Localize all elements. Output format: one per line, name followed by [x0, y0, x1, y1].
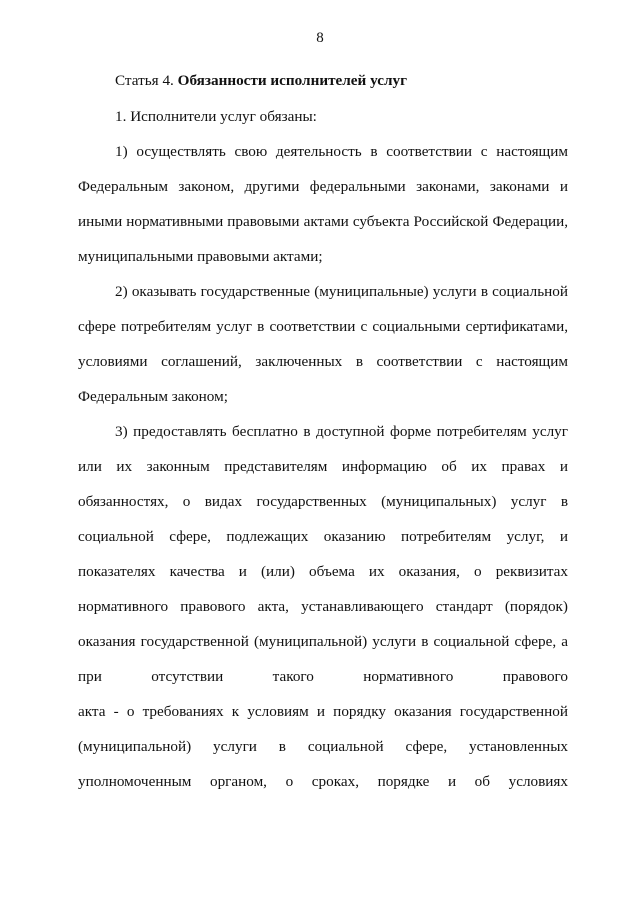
paragraph-line: 1) осуществлять свою деятельность в соответствии с настоящим	[115, 143, 568, 160]
page-number: 8	[316, 30, 324, 46]
paragraph-line: или их законным представителям информацию об их правах и	[78, 458, 568, 475]
paragraph-line: Федеральным законом;	[78, 388, 228, 405]
article-heading	[115, 72, 568, 90]
paragraph-line: иными нормативными правовыми актами субъекта Российской Федерации,	[78, 213, 568, 230]
article-prefix: Статья 4.	[115, 72, 178, 89]
paragraph-line: уполномоченным органом, о сроках, порядке и об условиях	[78, 773, 568, 790]
paragraph-line: обязанностях, о видах государственных (муниципальных) услуг в	[78, 493, 568, 510]
paragraph-line: показателях качества и (или) объема их оказания, о реквизитах	[78, 563, 568, 580]
paragraph-line: условиями соглашений, заключенных в соответствии с настоящим	[78, 353, 568, 370]
paragraph-line: 2) оказывать государственные (муниципальные) услуги в социальной	[115, 283, 568, 300]
paragraph-line: социальной сфере, подлежащих оказанию потребителям услуг, и	[78, 528, 568, 545]
paragraph-line: (муниципальной) услуги в социальной сфере, установленных	[78, 738, 568, 755]
paragraph-line: 1. Исполнители услуг обязаны:	[115, 108, 317, 125]
paragraph-line: 3) предоставлять бесплатно в доступной форме потребителям услуг	[115, 423, 568, 440]
paragraph-line: сфере потребителям услуг в соответствии с социальными сертификатами,	[78, 318, 568, 335]
paragraph-line: акта - о требованиях к условиям и порядку оказания государственной	[78, 703, 568, 720]
paragraph-line: оказания государственной (муниципальной) услуги в социальной сфере, а	[78, 633, 568, 650]
paragraph-line: муниципальными правовыми актами;	[78, 248, 323, 265]
article-title: Обязанности исполнителей услуг	[177, 72, 407, 89]
paragraph-line: Федеральным законом, другими федеральными законами, законами и	[78, 178, 568, 195]
paragraph-line: при отсутствии такого нормативного правового	[78, 668, 568, 685]
paragraph-line: нормативного правового акта, устанавливающего стандарт (порядок)	[78, 598, 568, 615]
